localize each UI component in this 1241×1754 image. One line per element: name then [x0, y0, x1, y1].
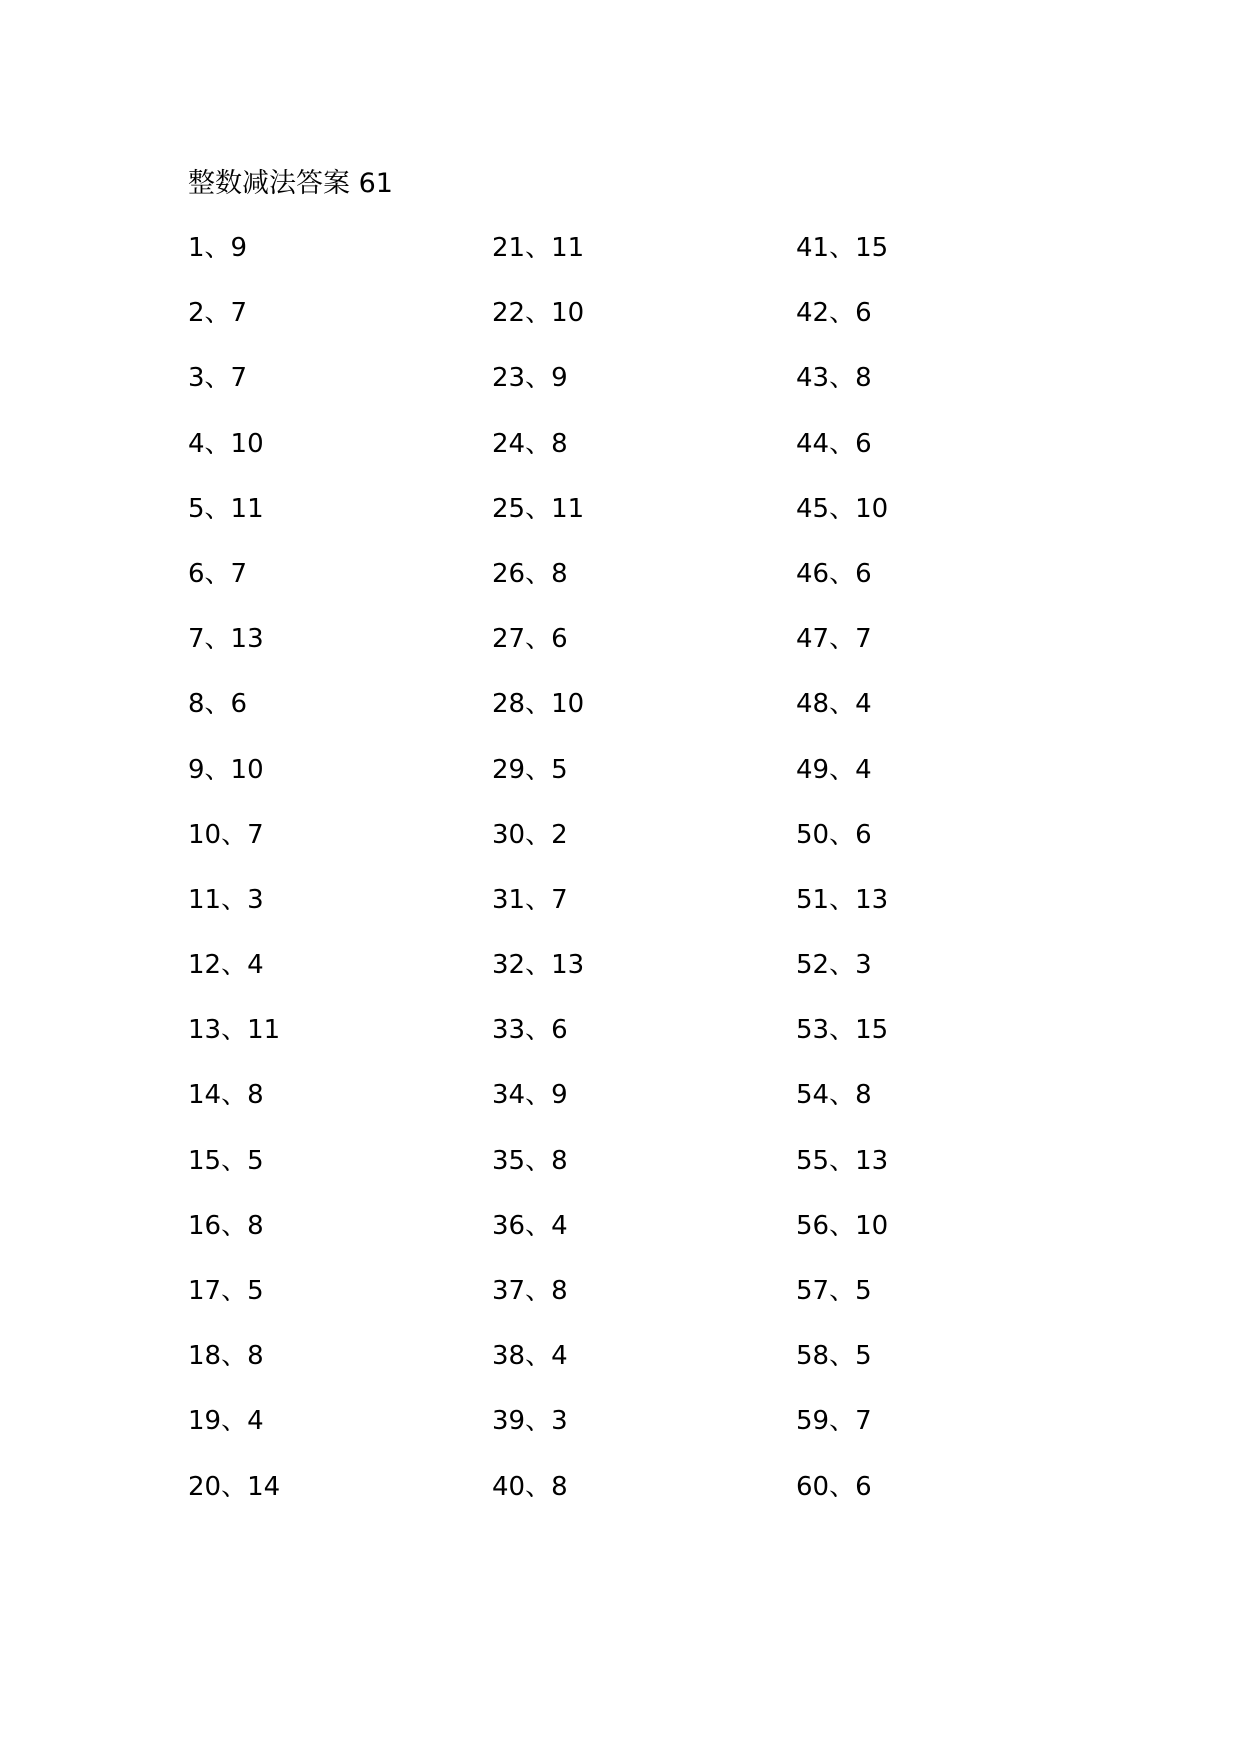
- answer-item: 16、8: [188, 1210, 264, 1241]
- answer-item: 32、13: [492, 950, 585, 981]
- answer-item: 47、7: [796, 624, 872, 655]
- answer-column-3: [796, 228, 1076, 1532]
- answer-item: 58、5: [796, 1341, 872, 1372]
- answer-item: 13、11: [188, 1015, 281, 1046]
- answer-item: 29、5: [492, 754, 568, 785]
- answer-item: 39、3: [492, 1406, 568, 1437]
- answer-item: 1、9: [188, 233, 248, 263]
- answer-item: 2、7: [188, 298, 248, 329]
- page-title: 整数减法答案 61: [188, 168, 393, 199]
- answer-item: 59、7: [796, 1406, 872, 1437]
- answer-item: 26、8: [492, 558, 568, 589]
- answer-item: 15、5: [188, 1145, 264, 1176]
- answer-column-1: [188, 228, 468, 1532]
- answer-item: 60、6: [796, 1471, 872, 1502]
- answer-item: 28、10: [492, 689, 585, 720]
- answer-item: 20、14: [188, 1471, 281, 1502]
- answer-item: 8、6: [188, 689, 248, 720]
- answer-item: 51、13: [796, 884, 889, 915]
- answer-item: 37、8: [492, 1276, 568, 1306]
- answer-item: 3、7: [188, 363, 248, 394]
- answer-item: 18、8: [188, 1341, 264, 1372]
- answer-item: 52、3: [796, 950, 872, 981]
- answer-item: 40、8: [492, 1471, 568, 1502]
- answer-item: 10、7: [188, 819, 264, 850]
- answer-item: 33、6: [492, 1015, 568, 1046]
- answer-item: 46、6: [796, 558, 872, 589]
- answer-item: 11、3: [188, 884, 264, 915]
- answer-item: 54、8: [796, 1080, 872, 1111]
- answer-item: 53、15: [796, 1015, 889, 1046]
- answer-item: 34、9: [492, 1080, 568, 1111]
- answer-item: 31、7: [492, 884, 568, 915]
- answer-item: 49、4: [796, 754, 872, 785]
- answer-item: 21、11: [492, 233, 585, 263]
- answer-item: 19、4: [188, 1406, 264, 1437]
- answer-item: 6、7: [188, 558, 248, 589]
- answer-column-2: [492, 228, 772, 1532]
- answer-item: 9、10: [188, 754, 264, 785]
- answer-item: 38、4: [492, 1341, 568, 1372]
- answer-item: 25、11: [492, 493, 585, 524]
- answer-item: 57、5: [796, 1276, 872, 1306]
- answer-item: 17、5: [188, 1276, 264, 1306]
- answer-item: 41、15: [796, 233, 889, 263]
- answer-item: 48、4: [796, 689, 872, 720]
- answer-item: 12、4: [188, 950, 264, 981]
- answer-item: 23、9: [492, 363, 568, 394]
- answer-item: 27、6: [492, 624, 568, 655]
- answer-item: 43、8: [796, 363, 872, 394]
- answer-item: 22、10: [492, 298, 585, 329]
- answer-item: 50、6: [796, 819, 872, 850]
- answer-item: 42、6: [796, 298, 872, 329]
- answer-item: 14、8: [188, 1080, 264, 1111]
- answer-item: 44、6: [796, 428, 872, 459]
- answer-item: 7、13: [188, 624, 264, 655]
- answer-item: 55、13: [796, 1145, 889, 1176]
- answer-item: 36、4: [492, 1210, 568, 1241]
- answer-item: 4、10: [188, 428, 264, 459]
- answer-item: 45、10: [796, 493, 889, 524]
- answer-item: 5、11: [188, 493, 264, 524]
- answer-item: 30、2: [492, 819, 568, 850]
- answer-item: 24、8: [492, 428, 568, 459]
- answer-item: 35、8: [492, 1145, 568, 1176]
- answer-item: 56、10: [796, 1210, 889, 1241]
